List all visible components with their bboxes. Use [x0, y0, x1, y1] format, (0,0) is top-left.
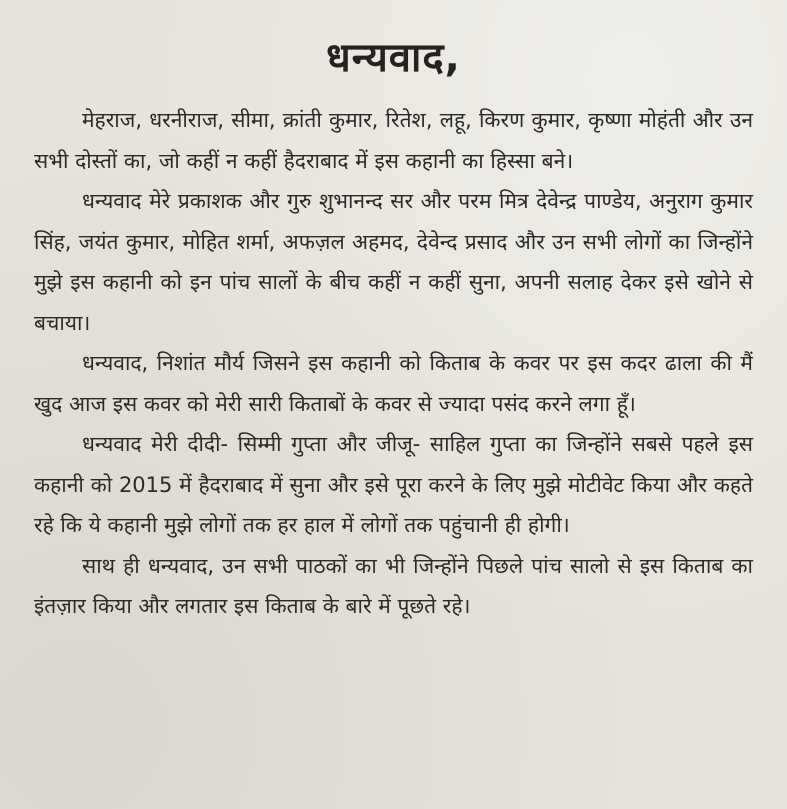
paragraph-3: धन्यवाद, निशांत मौर्य जिसने इस कहानी को किताब के कवर पर इस कदर ढाला की मैं खुद आज इस कवर को मेरी सारी किताबों के कवर से ज्यादा पसंद करने लगा हूँ।: [34, 351, 753, 416]
page-title: धन्यवाद,: [326, 35, 461, 81]
paragraph-4: धन्यवाद मेरी दीदी- सिम्मी गुप्ता और जीजू- साहिल गुप्ता का जिन्होंने सबसे पहले इस कहानी को 2015 में हैदराबाद में सुना और इसे पूरा करने के लिए मुझे मोटीवेट किया और कहते रहे कि ये कहानी मुझे लोगों तक हर हाल में लोगों तक पहुंचानी ही होगी।: [34, 432, 753, 537]
paragraph-1: मेहराज, धरनीराज, सीमा, क्रांती कुमार, रितेश, लहू, किरण कुमार, कृष्णा मोहंती और उन सभी दोस्तों का, जो कहीं न कहीं हैदराबाद में इस कहानी का हिस्सा बने।: [34, 108, 753, 173]
paragraph-5: साथ ही धन्यवाद, उन सभी पाठकों का भी जिन्होंने पिछले पांच सालो से इस किताब का इंतज़ार किया और लगतार इस किताब के बारे में पूछते रहे।: [34, 553, 753, 618]
paragraph-2: धन्यवाद मेरे प्रकाशक और गुरु शुभानन्द सर और परम मित्र देवेन्द्र पाण्डेय, अनुराग कुमार सिंह, जयंत कुमार, मोहित शर्मा, अफज़ल अहमद, देवेन्द प्रसाद और उन सभी लोगों का जिन्होंने मुझे इस कहानी को इन पांच सालों के बीच कहीं न कहीं सुना, अपनी सलाह देकर इसे खोने से बचाया।: [34, 189, 753, 335]
